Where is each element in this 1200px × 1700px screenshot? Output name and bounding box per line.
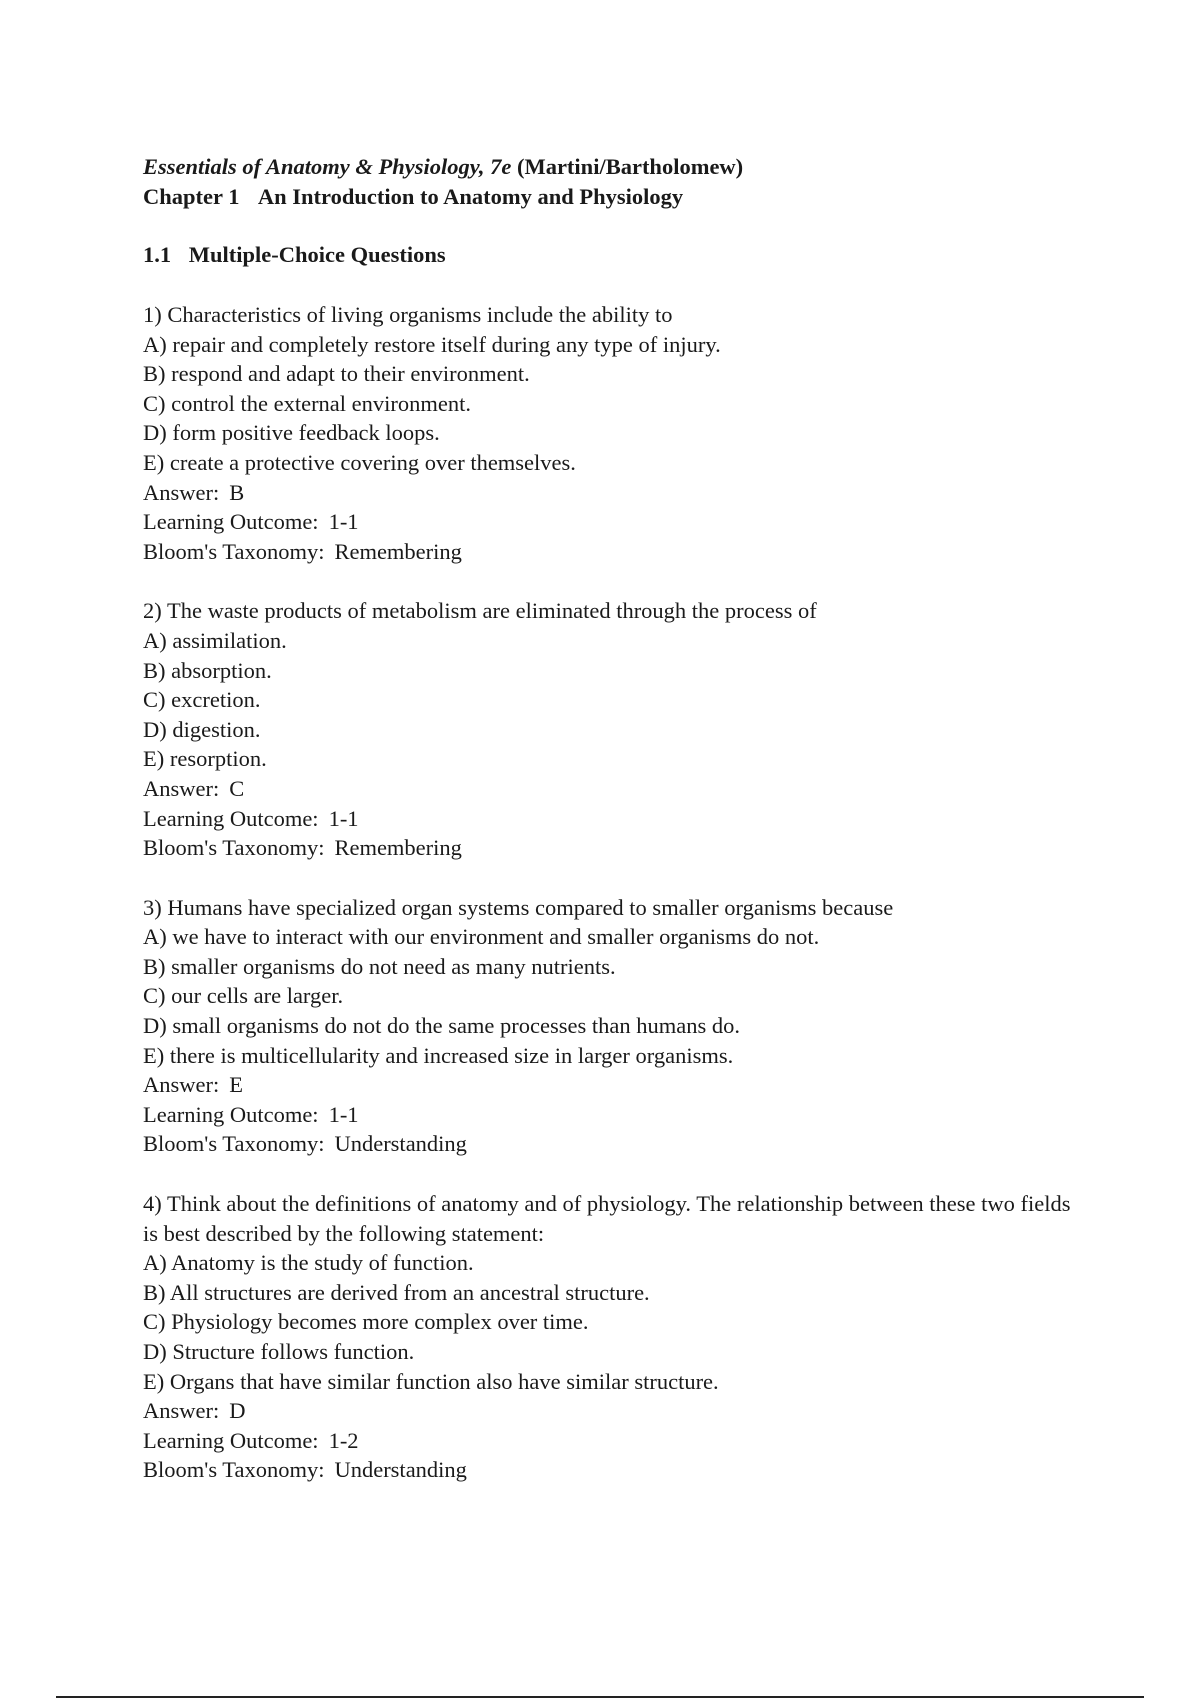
blooms-line [143,833,1083,863]
blooms-value: Understanding [334,1457,467,1483]
document-page [143,152,1083,1485]
answer-line [143,1396,1083,1426]
question-stem: 2) The waste products of metabolism are eliminated through the process of [143,598,817,624]
question-option: C) control the external environment. [143,390,472,416]
question-option: D) form positive feedback loops. [143,420,440,446]
question-option: B) respond and adapt to their environment. [143,361,530,387]
question-option: C) excretion. [143,687,261,713]
blooms-label: Bloom's Taxonomy: [143,1457,325,1483]
learning-outcome-line [143,507,1083,537]
question-option: C) Physiology becomes more complex over time. [143,1309,589,1335]
question-option: A) Anatomy is the study of function. [143,1250,474,1276]
question-stem: 4) Think about the definitions of anatomy and of physiology. The relationship between these two fields is best described by the following statement: [143,1191,1071,1246]
answer-label: Answer: [143,479,220,505]
learning-outcome-label: Learning Outcome: [143,1427,319,1453]
section-number: 1.1 [143,242,172,267]
answer-label: Answer: [143,1398,220,1424]
question-stem: 1) Characteristics of living organisms include the ability to [143,302,673,327]
learning-outcome-label: Learning Outcome: [143,509,319,535]
answer-value: B [229,479,245,505]
blooms-value: Remembering [334,538,462,564]
blooms-value: Understanding [334,1131,467,1157]
blooms-line [143,1129,1083,1159]
chapter-number: Chapter 1 [143,184,240,209]
question-2 [143,596,1083,862]
question-option: D) digestion. [143,716,261,742]
section-heading [143,240,1083,270]
question-option: E) Organs that have similar function also have similar structure. [143,1368,719,1394]
footer-divider [56,1696,1144,1698]
question-3 [143,893,1083,1159]
learning-outcome-value: 1-2 [328,1427,359,1453]
answer-value: E [229,1072,243,1098]
question-stem: 3) Humans have specialized organ systems compared to smaller organisms because [143,894,894,920]
learning-outcome-line [143,1100,1083,1130]
blooms-label: Bloom's Taxonomy: [143,1131,325,1157]
answer-line [143,774,1083,804]
learning-outcome-label: Learning Outcome: [143,805,319,831]
learning-outcome-value: 1-1 [328,1101,359,1127]
book-title: Essentials of Anatomy & Physiology, 7e [143,154,512,179]
answer-value: D [229,1398,246,1424]
blooms-line [143,537,1083,567]
question-option: A) assimilation. [143,627,287,653]
learning-outcome-line [143,804,1083,834]
question-option: D) small organisms do not do the same processes than humans do. [143,1013,740,1039]
question-option: E) there is multicellularity and increased size in larger organisms. [143,1042,734,1068]
question-4 [143,1189,1083,1485]
blooms-line [143,1455,1083,1485]
learning-outcome-line [143,1426,1083,1456]
question-option: C) our cells are larger. [143,983,344,1009]
blooms-label: Bloom's Taxonomy: [143,835,325,861]
question-option: D) Structure follows function. [143,1339,415,1364]
book-header [143,152,1083,182]
answer-label: Answer: [143,1072,220,1098]
learning-outcome-value: 1-1 [328,805,359,831]
answer-line [143,1070,1083,1100]
chapter-header [143,182,1083,212]
learning-outcome-label: Learning Outcome: [143,1101,319,1127]
question-option: B) absorption. [143,657,272,683]
blooms-label: Bloom's Taxonomy: [143,538,325,564]
question-option: E) create a protective covering over themselves. [143,449,576,475]
blooms-value: Remembering [334,835,462,861]
book-authors: (Martini/Bartholomew) [516,154,744,179]
learning-outcome-value: 1-1 [328,509,359,535]
question-option: E) resorption. [143,746,267,772]
section-title: Multiple-Choice Questions [188,242,446,267]
answer-label: Answer: [143,775,220,801]
chapter-title: An Introduction to Anatomy and Physiology [257,184,684,209]
question-option: B) smaller organisms do not need as many nutrients. [143,953,616,979]
question-1 [143,300,1083,566]
answer-line [143,478,1083,508]
question-option: B) All structures are derived from an ancestral structure. [143,1279,650,1305]
question-option: A) we have to interact with our environment and smaller organisms do not. [143,924,820,950]
question-option: A) repair and completely restore itself during any type of injury. [143,331,721,357]
answer-value: C [229,775,245,801]
